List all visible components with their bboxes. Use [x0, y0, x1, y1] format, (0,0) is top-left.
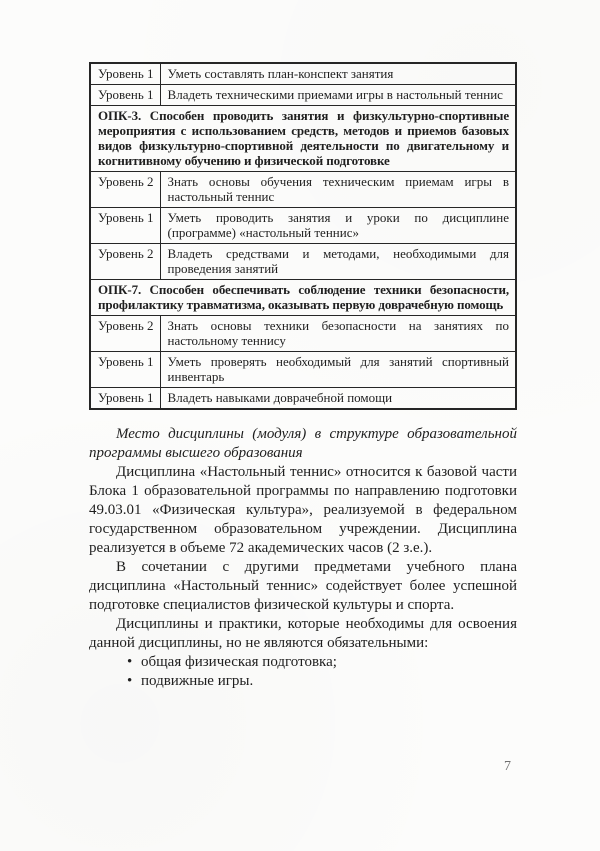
- level-cell: Уровень 1: [90, 352, 160, 388]
- page-number: 7: [504, 759, 511, 774]
- requirement-cell: Уметь проводить занятия и уроки по дисциплине (программе) «настольный теннис»: [160, 208, 516, 244]
- table-row: [90, 106, 516, 172]
- table-row: [90, 172, 516, 208]
- table-row: [90, 244, 516, 280]
- competency-table: [89, 62, 517, 410]
- list-item: [89, 653, 517, 672]
- bullet-icon: •: [127, 673, 133, 689]
- requirement-cell: Владеть техническими приемами игры в настольный теннис: [160, 85, 516, 106]
- paragraph: Дисциплина «Настольный теннис» относится к базовой части Блока 1 образовательной программы по направлению подготовки 49.03.01 «Физическая культура», реализуемой в федеральном государственном образовательном учреждении. Дисциплина реализуется в объеме 72 академических часов (2 з.е.).: [89, 464, 517, 556]
- level-cell: Уровень 2: [90, 172, 160, 208]
- requirement-cell: Знать основы обучения техническим приемам игры в настольный теннис: [160, 172, 516, 208]
- body-text: [89, 425, 517, 691]
- paragraph: В сочетании с другими предметами учебного плана дисциплина «Настольный теннис» содействует более успешной подготовке специалистов физической культуры и спорта.: [89, 559, 517, 613]
- requirement-cell: Уметь составлять план-конспект занятия: [160, 63, 516, 85]
- bullet-list: [89, 653, 517, 691]
- competency-header-opk3: ОПК-3. Способен проводить занятия и физкультурно-спортивные мероприятия с использованием средств, методов и приемов базовых видов физкультурно-спортивной деятельности по двигательному и когнитивному обучению и физической подготовке: [90, 106, 516, 172]
- competency-header-opk7: ОПК-7. Способен обеспечивать соблюдение техники безопасности, профилактику травматизма, оказывать первую доврачебную помощь: [90, 280, 516, 316]
- requirement-cell: Владеть навыками доврачебной помощи: [160, 388, 516, 410]
- table-row: [90, 280, 516, 316]
- list-item: [89, 672, 517, 691]
- page-content: [89, 62, 517, 691]
- level-cell: Уровень 1: [90, 388, 160, 410]
- level-cell: Уровень 2: [90, 244, 160, 280]
- table-row: [90, 352, 516, 388]
- table-row: [90, 388, 516, 410]
- level-cell: Уровень 1: [90, 63, 160, 85]
- level-cell: Уровень 2: [90, 316, 160, 352]
- table-row: [90, 85, 516, 106]
- level-cell: Уровень 1: [90, 208, 160, 244]
- section-heading: Место дисциплины (модуля) в структуре образовательной программы высшего образования: [89, 426, 517, 461]
- table-row: [90, 208, 516, 244]
- level-cell: Уровень 1: [90, 85, 160, 106]
- bullet-icon: •: [127, 654, 133, 670]
- requirement-cell: Знать основы техники безопасности на занятиях по настольному теннису: [160, 316, 516, 352]
- bullet-label: общая физическая подготовка;: [141, 654, 337, 670]
- requirement-cell: Владеть средствами и методами, необходимыми для проведения занятий: [160, 244, 516, 280]
- paragraph: Дисциплины и практики, которые необходимы для освоения данной дисциплины, но не являются обязательными:: [89, 616, 517, 651]
- table-row: [90, 63, 516, 85]
- table-row: [90, 316, 516, 352]
- requirement-cell: Уметь проверять необходимый для занятий спортивный инвентарь: [160, 352, 516, 388]
- bullet-label: подвижные игры.: [141, 673, 254, 689]
